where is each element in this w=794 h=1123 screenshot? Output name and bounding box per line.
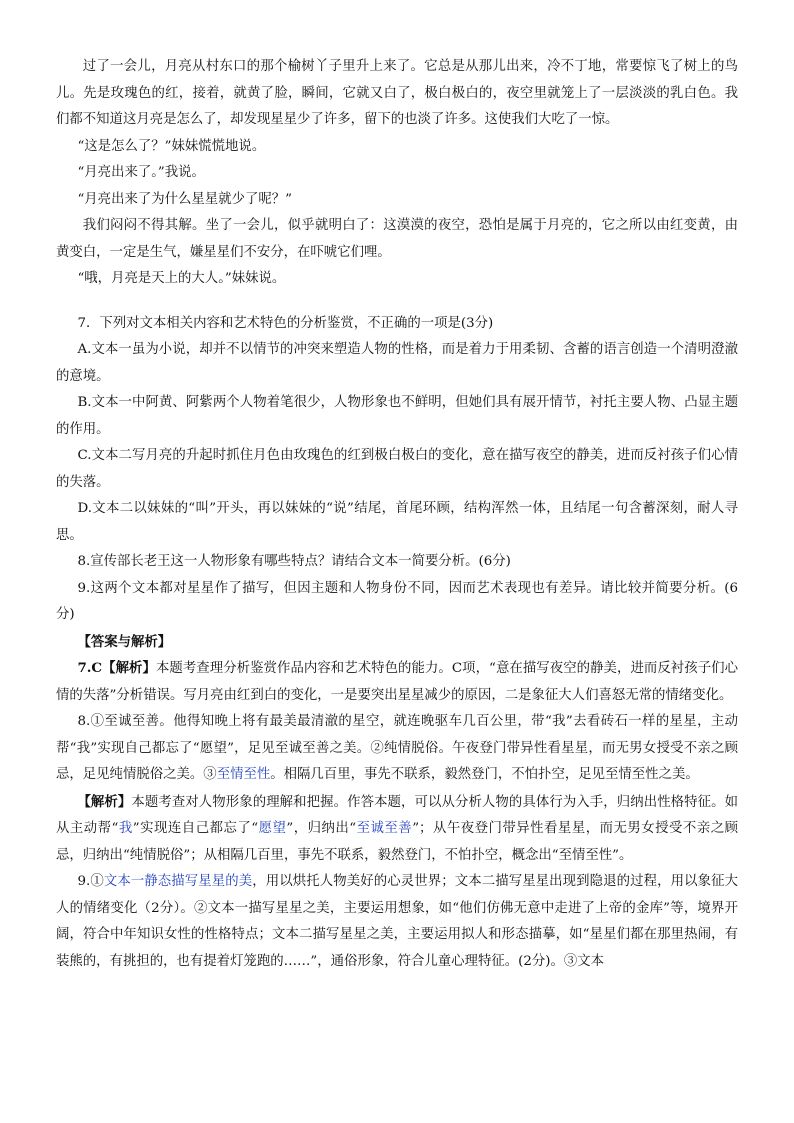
question-7-option-b: B.文本一中阿黄、阿紫两个人物着笔很少，人物形象也不鲜明，但她们具有展开情节，衬托主要人物、凸显主题的作用。: [56, 395, 738, 437]
answer-9-text-1: 9.①: [77, 874, 104, 889]
answer-8: [56, 709, 738, 789]
passage-dialogue-2: “月亮出来了。”我说。: [77, 165, 205, 180]
document-page: [56, 54, 738, 975]
answer-8-explanation-text-2: ”实现连自己都忘了“: [132, 821, 259, 836]
answer-8-explanation-highlight-3: 至诚至善: [356, 821, 413, 836]
question-7-option-a: A.文本一虽为小说，却并不以情节的冲突来塑造人物的性格，而是着力于用柔韧、含蓄的语言创造一个清明澄澈的意境。: [56, 342, 738, 384]
answer-7: [56, 655, 738, 709]
answer-8-text-1: 8.①至诚至善。他得知晚上将有最美最清澈的星空，就连晚驱车几百公里，带“我”去看砖石一样的星星，主动帮“我”实现自己都忘了“愿望”，足见至诚至善之美。②纯情脱俗。午夜登门带异性看星星，而无男女授受不亲之顾忌，足见纯情脱俗之美。③: [56, 714, 738, 782]
passage-paragraph-5: 我们闷闷不得其解。坐了一会儿，似乎就明白了：这漠漠的夜空，恐怕是属于月亮的，它之所以由红变黄，由黄变白，一定是生气，嫌星星们不安分，在吓唬它们哩。: [56, 218, 738, 260]
answer-8-explanation-text-1: 本题考查对人物形象的理解和把握。作答本题，可以从分析人物的具体行为入手，归纳出性格特征。如从主动帮“: [56, 794, 739, 836]
question-8: 8.宣传部长老王这一人物形象有哪些特点？请结合文本一简要分析。(6分): [77, 554, 511, 569]
passage-dialogue-3: “月亮出来了为什么星星就少了呢？”: [77, 191, 292, 207]
answer-8-explanation-highlight-1: 我: [118, 821, 133, 836]
passage-dialogue-1: “这是怎么了？”妹妹慌慌地说。: [77, 138, 266, 154]
answer-8-explanation: [56, 789, 738, 870]
passage-paragraph-1: 过了一会儿，月亮从村东口的那个榆树丫子里升上来了。它总是从那儿出来，冷不丁地，常要惊飞了树上的鸟儿。先是玫瑰色的红，接着，就黄了脸，瞬间，它就又白了，极白极白的，夜空里就笼上了一层淡淡的乳白色。我们都不知道这月亮是怎么了，却发现星星少了许多，留下的也淡了许多。这使我们大吃了一惊。: [56, 59, 738, 127]
question-7-option-d: D.文本二以妹妹的“叫”开头，再以妹妹的“说”结尾，首尾环顾，结构浑然一体，且结尾一句含蓄深刻，耐人寻思。: [56, 501, 738, 543]
answer-9: [56, 869, 738, 975]
answer-7-label: 7.C【解析】: [77, 660, 156, 676]
answer-8-explanation-highlight-2: 愿望: [258, 821, 287, 836]
answer-9-text-2: ，用以烘托人物美好的心灵世界；文本二描写星星出现到隐退的过程，用以象征大人的情绪变化（2分）。②文本一描写星星之美，主要运用想象，如“他们仿佛无意中走进了上帝的金库”等，境界开阔，符合中年知识女性的性格特点；文本二描写星星之美，主要运用拟人和形态描摹，如“星星们都在那里热闹，有装熊的，有挑担的，也有提着灯笼跑的……”，通俗形象，符合儿童心理特征。(2分)。③文本: [56, 874, 739, 969]
answer-8-explanation-text-3: ”，归纳出“: [286, 821, 357, 836]
answer-7-text: 本题考查理分析鉴赏作品内容和艺术特色的能力。C项，“意在描写夜空的静美，进而反衬孩子们心情的失落”分析错误。写月亮由红到白的变化，一是要突出星星减少的原因，二是象征大人们喜怒无常的情绪变化。: [56, 661, 738, 703]
section-gap: [56, 293, 738, 311]
answer-8-highlight: 至情至性: [216, 767, 271, 782]
question-7-option-c: C.文本二写月亮的升起时抓住月色由玫瑰色的红到极白极白的变化，意在描写夜空的静美，进而反衬孩子们心情的失落。: [56, 448, 738, 490]
answers-header: 【答案与解析】: [77, 633, 172, 650]
passage-dialogue-4: “哦，月亮是天上的大人。”妹妹说。: [77, 271, 286, 286]
answer-8-explanation-text-4: ”；从午夜登门带异性看星星，而无男女授受不亲之顾忌，归纳出“纯情脱俗”；从相隔几百里，事先不联系，毅然登门，不怕扑空，概念出“至情至性”。: [56, 821, 738, 863]
question-7: 7．下列对文本相关内容和艺术特色的分析鉴赏，不正确的一项是(3分): [77, 315, 494, 331]
answer-9-highlight: 文本一静态描写星星的美: [103, 874, 253, 889]
answer-8-explanation-label: 【解析】: [77, 793, 132, 810]
question-9: 9.这两个文本都对星星作了描写，但因主题和人物身份不同，因而艺术表现也有差异。请比较并简要分析。(6分): [56, 580, 738, 622]
answer-8-text-2: 。相隔几百里，事先不联系，毅然登门，不怕扑空，足见至情至性之美。: [270, 767, 699, 782]
